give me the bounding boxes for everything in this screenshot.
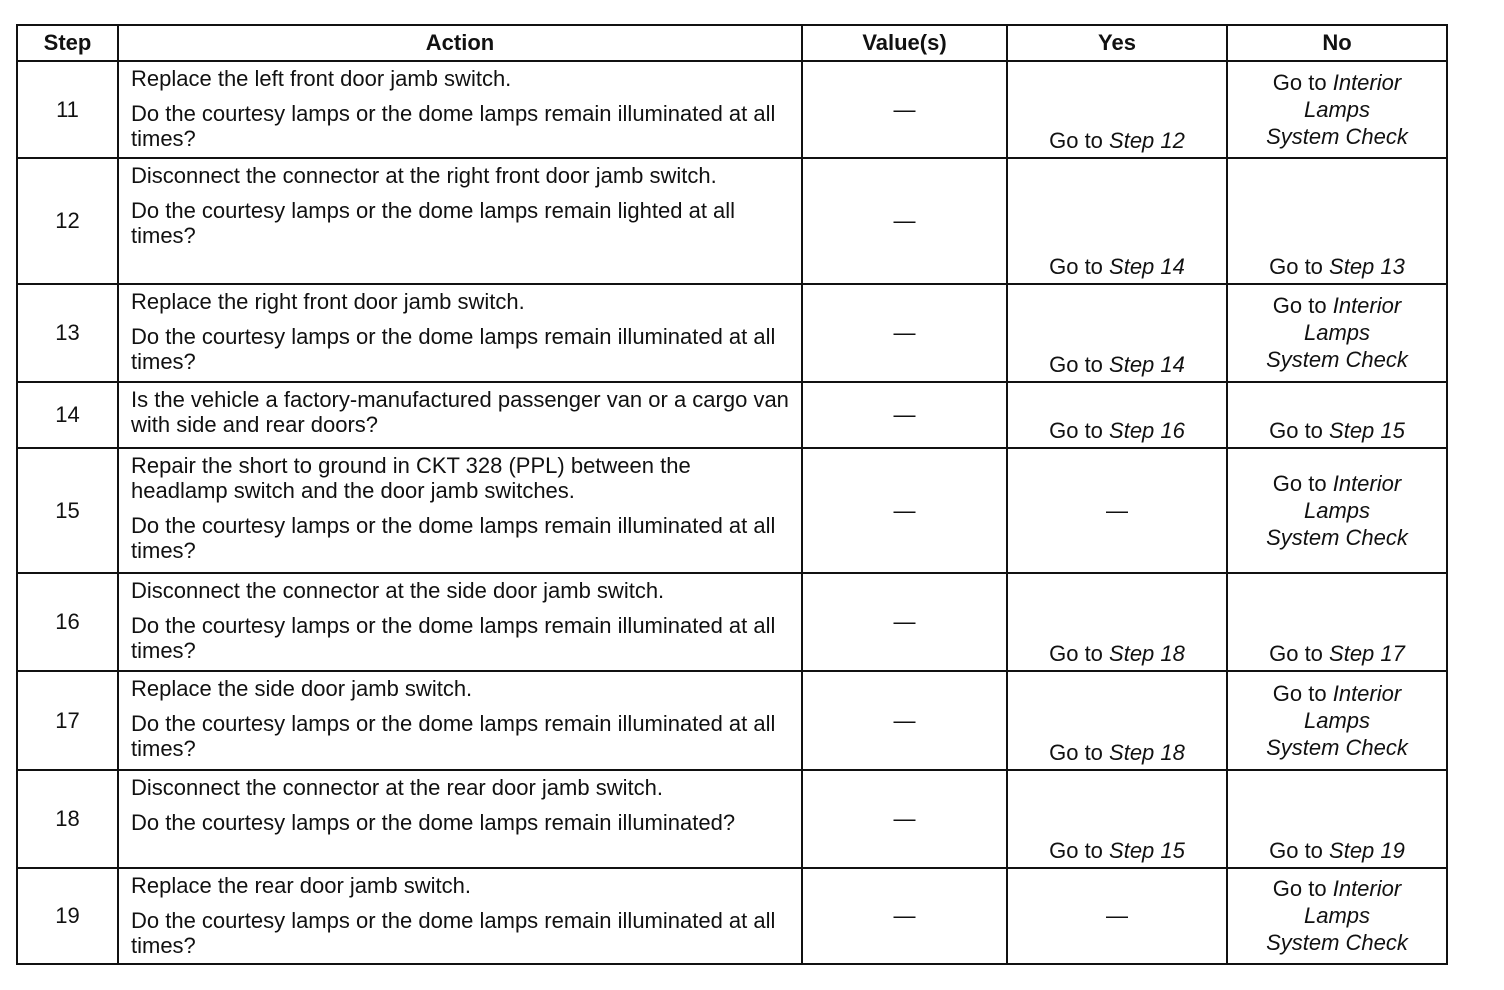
no-prefix: Go to <box>1272 69 1333 95</box>
yes-prefix: Go to <box>1049 352 1110 377</box>
action-text: Replace the right front door jamb switch. <box>131 289 525 314</box>
action-cell <box>118 671 802 770</box>
yes-cell <box>1007 382 1227 448</box>
action-cell <box>118 382 802 448</box>
action-text: Disconnect the connector at the rear door jamb switch. <box>131 775 663 800</box>
value-cell: — <box>802 448 1007 573</box>
no-reference: Step 17 <box>1329 641 1405 666</box>
step-number: 12 <box>17 158 118 284</box>
step-number: 11 <box>17 61 118 158</box>
action-text: Disconnect the connector at the side door jamb switch. <box>131 578 665 603</box>
step-number: 19 <box>17 868 118 964</box>
value-cell: — <box>802 382 1007 448</box>
action-cell <box>118 868 802 964</box>
yes-cell <box>1007 61 1227 158</box>
no-cell <box>1227 382 1447 448</box>
no-prefix: Go to <box>1269 641 1330 666</box>
yes-cell <box>1007 448 1227 573</box>
table-row <box>17 284 1447 382</box>
table-row <box>17 448 1447 573</box>
no-prefix: Go to <box>1272 293 1333 318</box>
yes-prefix: Go to <box>1049 254 1110 279</box>
yes-cell <box>1007 158 1227 284</box>
yes-reference: Step 12 <box>1109 128 1185 153</box>
step-number: 18 <box>17 770 118 868</box>
header-no: No <box>1227 25 1447 61</box>
no-prefix: Go to <box>1269 838 1330 863</box>
action-cell <box>118 158 802 284</box>
header-step: Step <box>17 25 118 61</box>
action-text: Replace the side door jamb switch. <box>131 676 473 701</box>
yes-prefix: Go to <box>1049 418 1110 443</box>
action-text: Do the courtesy lamps or the dome lamps remain illuminated at all times? <box>131 711 776 761</box>
dash-mark: — <box>1106 903 1128 928</box>
header-values: Value(s) <box>802 25 1007 61</box>
no-reference: Step 13 <box>1329 254 1405 279</box>
action-cell <box>118 573 802 671</box>
no-prefix: Go to <box>1269 418 1330 443</box>
header-row <box>17 25 1447 61</box>
action-text: Do the courtesy lamps or the dome lamps remain lighted at all times? <box>131 198 736 248</box>
no-reference: Interior Lamps System Check <box>1266 680 1408 760</box>
no-cell <box>1227 61 1447 158</box>
no-cell <box>1227 671 1447 770</box>
yes-prefix: Go to <box>1049 128 1110 153</box>
action-text: Do the courtesy lamps or the dome lamps remain illuminated at all times? <box>131 101 776 151</box>
no-reference: Interior Lamps System Check <box>1266 69 1408 149</box>
no-reference: Interior Lamps System Check <box>1266 470 1408 550</box>
no-reference: Interior Lamps System Check <box>1266 293 1408 372</box>
table-row <box>17 158 1447 284</box>
header-action: Action <box>118 25 802 61</box>
table-body <box>17 61 1447 964</box>
value-cell: — <box>802 284 1007 382</box>
no-prefix: Go to <box>1272 680 1333 706</box>
table-row <box>17 770 1447 868</box>
action-text: Repair the short to ground in CKT 328 (PPL) between the headlamp switch and the door jamb switches. <box>131 453 691 503</box>
yes-prefix: Go to <box>1049 740 1110 765</box>
value-cell: — <box>802 158 1007 284</box>
header-yes: Yes <box>1007 25 1227 61</box>
no-cell <box>1227 448 1447 573</box>
value-cell: — <box>802 573 1007 671</box>
no-reference: Step 15 <box>1329 418 1405 443</box>
no-prefix: Go to <box>1272 470 1333 496</box>
value-cell: — <box>802 61 1007 158</box>
no-cell <box>1227 770 1447 868</box>
no-cell <box>1227 284 1447 382</box>
step-number: 17 <box>17 671 118 770</box>
action-text: Do the courtesy lamps or the dome lamps remain illuminated? <box>131 810 736 835</box>
step-number: 16 <box>17 573 118 671</box>
yes-reference: Step 14 <box>1109 352 1185 377</box>
yes-reference: Step 14 <box>1109 254 1185 279</box>
yes-reference: Step 15 <box>1109 838 1185 863</box>
no-reference: Step 19 <box>1329 838 1405 863</box>
value-cell: — <box>802 770 1007 868</box>
step-number: 14 <box>17 382 118 448</box>
yes-prefix: Go to <box>1049 641 1110 666</box>
value-cell: — <box>802 868 1007 964</box>
no-cell <box>1227 573 1447 671</box>
action-text: Disconnect the connector at the right front door jamb switch. <box>131 163 717 188</box>
action-text: Do the courtesy lamps or the dome lamps remain illuminated at all times? <box>131 613 776 663</box>
action-text: Is the vehicle a factory-manufactured passenger van or a cargo van with side and rear doors? <box>131 387 789 437</box>
action-text: Replace the rear door jamb switch. <box>131 873 471 898</box>
table-row <box>17 61 1447 158</box>
action-text: Do the courtesy lamps or the dome lamps remain illuminated at all times? <box>131 324 776 374</box>
no-reference: Interior Lamps System Check <box>1266 876 1408 955</box>
yes-cell <box>1007 671 1227 770</box>
step-number: 15 <box>17 448 118 573</box>
action-text: Do the courtesy lamps or the dome lamps remain illuminated at all times? <box>131 513 776 563</box>
table-row <box>17 868 1447 964</box>
action-cell <box>118 448 802 573</box>
no-prefix: Go to <box>1269 254 1330 279</box>
step-number: 13 <box>17 284 118 382</box>
table-row <box>17 573 1447 671</box>
yes-cell <box>1007 284 1227 382</box>
action-text: Replace the left front door jamb switch. <box>131 66 512 91</box>
no-prefix: Go to <box>1272 876 1333 901</box>
diagnostic-table <box>16 24 1448 965</box>
no-cell <box>1227 868 1447 964</box>
dash-mark: — <box>1106 497 1128 523</box>
yes-reference: Step 18 <box>1109 641 1185 666</box>
action-text: Do the courtesy lamps or the dome lamps remain illuminated at all times? <box>131 908 776 958</box>
no-cell <box>1227 158 1447 284</box>
yes-cell <box>1007 770 1227 868</box>
yes-reference: Step 16 <box>1109 418 1185 443</box>
table-row <box>17 671 1447 770</box>
action-cell <box>118 284 802 382</box>
yes-cell <box>1007 868 1227 964</box>
yes-reference: Step 18 <box>1109 740 1185 765</box>
action-cell <box>118 61 802 158</box>
yes-cell <box>1007 573 1227 671</box>
value-cell: — <box>802 671 1007 770</box>
table-row <box>17 382 1447 448</box>
action-cell <box>118 770 802 868</box>
yes-prefix: Go to <box>1049 838 1110 863</box>
